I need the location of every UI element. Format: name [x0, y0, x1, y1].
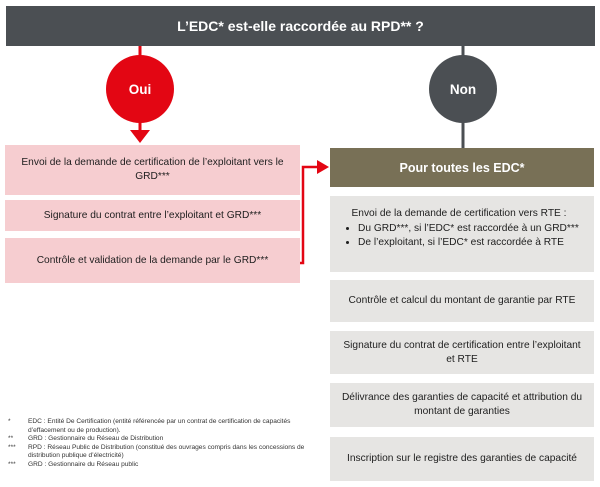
footnote-mark: ***	[8, 460, 16, 468]
request-bullet-exploitant: • De l’exploitant, si l’EDC* est raccordée à RTE	[358, 236, 584, 250]
right-step-contract	[330, 331, 594, 374]
request-bullet-grd: • Du GRD***, si l’EDC* est raccordée à un GRD***	[358, 222, 584, 236]
left-step-contract-text: Signature du contrat entre l’exploitant et GRD***	[43, 209, 262, 221]
right-step-contract-text: Signature du contrat de certification entre l’exploitant et RTE	[343, 339, 581, 365]
request-bullet-list	[342, 222, 584, 250]
left-step-contract	[5, 200, 300, 231]
right-step-request-intro: Envoi de la demande de certification vers RTE :	[351, 208, 567, 219]
non-label: Non	[449, 81, 477, 97]
right-step-control-text: Contrôle et calcul du montant de garantie par RTE	[348, 295, 576, 307]
right-step-delivery	[330, 383, 594, 427]
non-circle	[429, 55, 497, 123]
oui-label: Oui	[128, 81, 152, 97]
right-step-registry-text: Inscription sur le registre des garanties de capacité	[347, 453, 577, 465]
footnote	[8, 418, 308, 435]
oui-circle	[106, 55, 174, 123]
footnote-mark: *	[8, 418, 11, 425]
left-step-request-text: Envoi de la demande de certification de l’exploitant vers le GRD***	[21, 157, 284, 182]
footnote-mark: ***	[8, 443, 16, 451]
left-step-validation	[5, 238, 300, 283]
left-to-right-arrowhead	[317, 160, 329, 174]
footnotes	[8, 418, 308, 469]
footnote	[8, 444, 308, 461]
left-to-right-connector	[300, 167, 318, 263]
left-step-validation-text: Contrôle et validation de la demande par le GRD***	[36, 254, 269, 266]
footnote	[8, 461, 308, 470]
right-step-control	[330, 280, 594, 322]
right-step-request	[330, 196, 594, 272]
footnote-text: EDC : Entité De Certification (entité référencée par un contrat de certification de capacités d’effacement ou de production).	[28, 418, 291, 434]
all-edc-title-text: Pour toutes les EDC*	[399, 160, 525, 175]
left-step-request	[5, 145, 300, 195]
footnote-text: RPD : Réseau Public de Distribution (constitué des ouvrages compris dans les concessions de distribution publique d’électricité)	[28, 443, 305, 460]
question-text: L’EDC* est-elle raccordée au RPD** ?	[177, 18, 424, 34]
footnote-text: GRD : Gestionnaire du Réseau public	[28, 460, 139, 468]
right-step-delivery-text: Délivrance des garanties de capacité et attribution du montant de garanties	[341, 392, 583, 417]
footnote	[8, 435, 308, 444]
footnote-mark: **	[8, 435, 14, 443]
oui-arrowhead	[130, 130, 150, 143]
right-step-registry	[330, 437, 594, 481]
all-edc-title	[330, 148, 594, 187]
footnote-text: GRD : Gestionnaire du Réseau de Distribution	[28, 435, 164, 443]
